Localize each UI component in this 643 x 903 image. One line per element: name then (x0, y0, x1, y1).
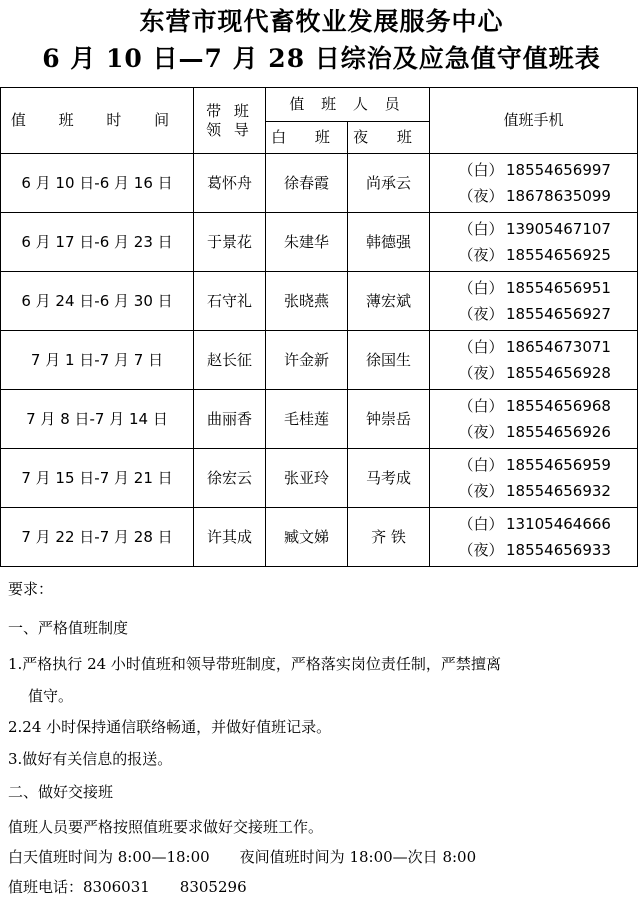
day-phone-number: 18554656968 (506, 397, 611, 415)
row-day-shift: 臧文娣 (266, 508, 348, 567)
day-phone-number: 18554656951 (506, 279, 611, 297)
row-phones (430, 331, 638, 390)
row-leader: 葛怀舟 (194, 154, 266, 213)
night-phone-line (430, 242, 637, 268)
header-duty-people: 值 班 人 员 (266, 88, 430, 122)
row-night-shift: 尚承云 (348, 154, 430, 213)
row-phones (430, 272, 638, 331)
day-phone-label: （白） (458, 397, 504, 415)
day-phone-line (430, 393, 637, 419)
row-leader: 徐宏云 (194, 449, 266, 508)
night-phone-number: 18554656925 (506, 246, 611, 264)
row-night-shift: 钟崇岳 (348, 390, 430, 449)
table-row (1, 272, 638, 331)
row-phones (430, 154, 638, 213)
night-phone-number: 18554656933 (506, 541, 611, 559)
night-phone-line (430, 537, 637, 563)
night-phone-number: 18678635099 (506, 187, 611, 205)
night-phone-label: （夜） (458, 364, 504, 382)
row-date: 7 月 8 日-7 月 14 日 (1, 390, 194, 449)
row-day-shift: 许金新 (266, 331, 348, 390)
night-phone-label: （夜） (458, 246, 504, 264)
night-phone-label: （夜） (458, 482, 504, 500)
row-night-shift: 徐国生 (348, 331, 430, 390)
day-phone-line (430, 216, 637, 242)
duty-roster-table (0, 87, 638, 567)
row-date: 7 月 22 日-7 月 28 日 (1, 508, 194, 567)
row-night-shift: 薄宏斌 (348, 272, 430, 331)
night-phone-line (430, 183, 637, 209)
row-phones (430, 449, 638, 508)
day-phone-number: 18654673071 (506, 338, 611, 356)
table-header-row (1, 88, 638, 122)
day-phone-line (430, 452, 637, 478)
night-phone-number: 18554656926 (506, 423, 611, 441)
table-body (1, 154, 638, 567)
row-phones (430, 390, 638, 449)
night-phone-number: 18554656928 (506, 364, 611, 382)
table-row (1, 154, 638, 213)
row-date: 6 月 17 日-6 月 23 日 (1, 213, 194, 272)
day-phone-label: （白） (458, 456, 504, 474)
day-phone-line (430, 157, 637, 183)
night-phone-label: （夜） (458, 305, 504, 323)
day-phone-number: 18554656997 (506, 161, 611, 179)
day-phone-label: （白） (458, 338, 504, 356)
row-leader: 石守礼 (194, 272, 266, 331)
night-phone-line (430, 419, 637, 445)
row-day-shift: 毛桂莲 (266, 390, 348, 449)
row-leader: 许其成 (194, 508, 266, 567)
row-day-shift: 朱建华 (266, 213, 348, 272)
document-subtitle: 6 月 10 日—7 月 28 日综治及应急值守值班表 (42, 44, 601, 73)
night-phone-line (430, 478, 637, 504)
header-night-shift: 夜 班 (348, 122, 430, 154)
table-row (1, 449, 638, 508)
row-night-shift: 齐 铁 (348, 508, 430, 567)
row-leader: 于景花 (194, 213, 266, 272)
requirement-item-2: 2.24 小时保持通信联络畅通，并做好值班记录。 (8, 718, 332, 736)
row-night-shift: 马考成 (348, 449, 430, 508)
night-phone-line (430, 301, 637, 327)
row-date: 6 月 24 日-6 月 30 日 (1, 272, 194, 331)
day-phone-number: 13105464666 (506, 515, 611, 533)
row-night-shift: 韩德强 (348, 213, 430, 272)
night-phone-line (430, 360, 637, 386)
requirement-item-1-continued: 值守。 (28, 687, 74, 705)
table-row (1, 508, 638, 567)
day-phone-label: （白） (458, 515, 504, 533)
row-date: 6 月 10 日-6 月 16 日 (1, 154, 194, 213)
day-phone-number: 18554656959 (506, 456, 611, 474)
night-phone-label: （夜） (458, 541, 504, 559)
day-phone-line (430, 275, 637, 301)
night-phone-label: （夜） (458, 187, 504, 205)
table-row (1, 390, 638, 449)
handover-text: 值班人员要严格按照值班要求做好交接班工作。 (8, 818, 324, 836)
header-date: 值 班 时 间 (1, 88, 194, 154)
header-leader: 带 班 领 导 (194, 88, 266, 154)
row-date: 7 月 1 日-7 月 7 日 (1, 331, 194, 390)
day-phone-number: 13905467107 (506, 220, 611, 238)
row-day-shift: 徐春霞 (266, 154, 348, 213)
row-day-shift: 张晓燕 (266, 272, 348, 331)
day-phone-label: （白） (458, 161, 504, 179)
row-phones (430, 508, 638, 567)
day-phone-line (430, 334, 637, 360)
row-day-shift: 张亚玲 (266, 449, 348, 508)
day-phone-label: （白） (458, 220, 504, 238)
document-title: 东营市现代畜牧业发展服务中心 (139, 7, 504, 36)
row-leader: 赵长征 (194, 331, 266, 390)
duty-hours-text: 白天值班时间为 8:00—18:00 夜间值班时间为 18:00—次日 8:00 (8, 848, 477, 866)
section1-title: 一、严格值班制度 (8, 619, 129, 637)
section2-title: 二、做好交接班 (8, 783, 114, 801)
row-leader: 曲丽香 (194, 390, 266, 449)
header-day-shift: 白 班 (266, 122, 348, 154)
night-phone-number: 18554656932 (506, 482, 611, 500)
requirements-heading: 要求： (8, 580, 54, 598)
night-phone-number: 18554656927 (506, 305, 611, 323)
row-date: 7 月 15 日-7 月 21 日 (1, 449, 194, 508)
header-phone: 值班手机 (430, 88, 638, 154)
day-phone-line (430, 511, 637, 537)
night-phone-label: （夜） (458, 423, 504, 441)
row-phones (430, 213, 638, 272)
requirement-item-3: 3.做好有关信息的报送。 (8, 750, 173, 768)
day-phone-label: （白） (458, 279, 504, 297)
requirement-item-1: 1.严格执行 24 小时值班和领导带班制度，严格落实岗位责任制，严禁擅离 (8, 655, 501, 673)
table-row (1, 331, 638, 390)
table-row (1, 213, 638, 272)
duty-phone-text: 值班电话：8306031 8305296 (8, 878, 247, 896)
